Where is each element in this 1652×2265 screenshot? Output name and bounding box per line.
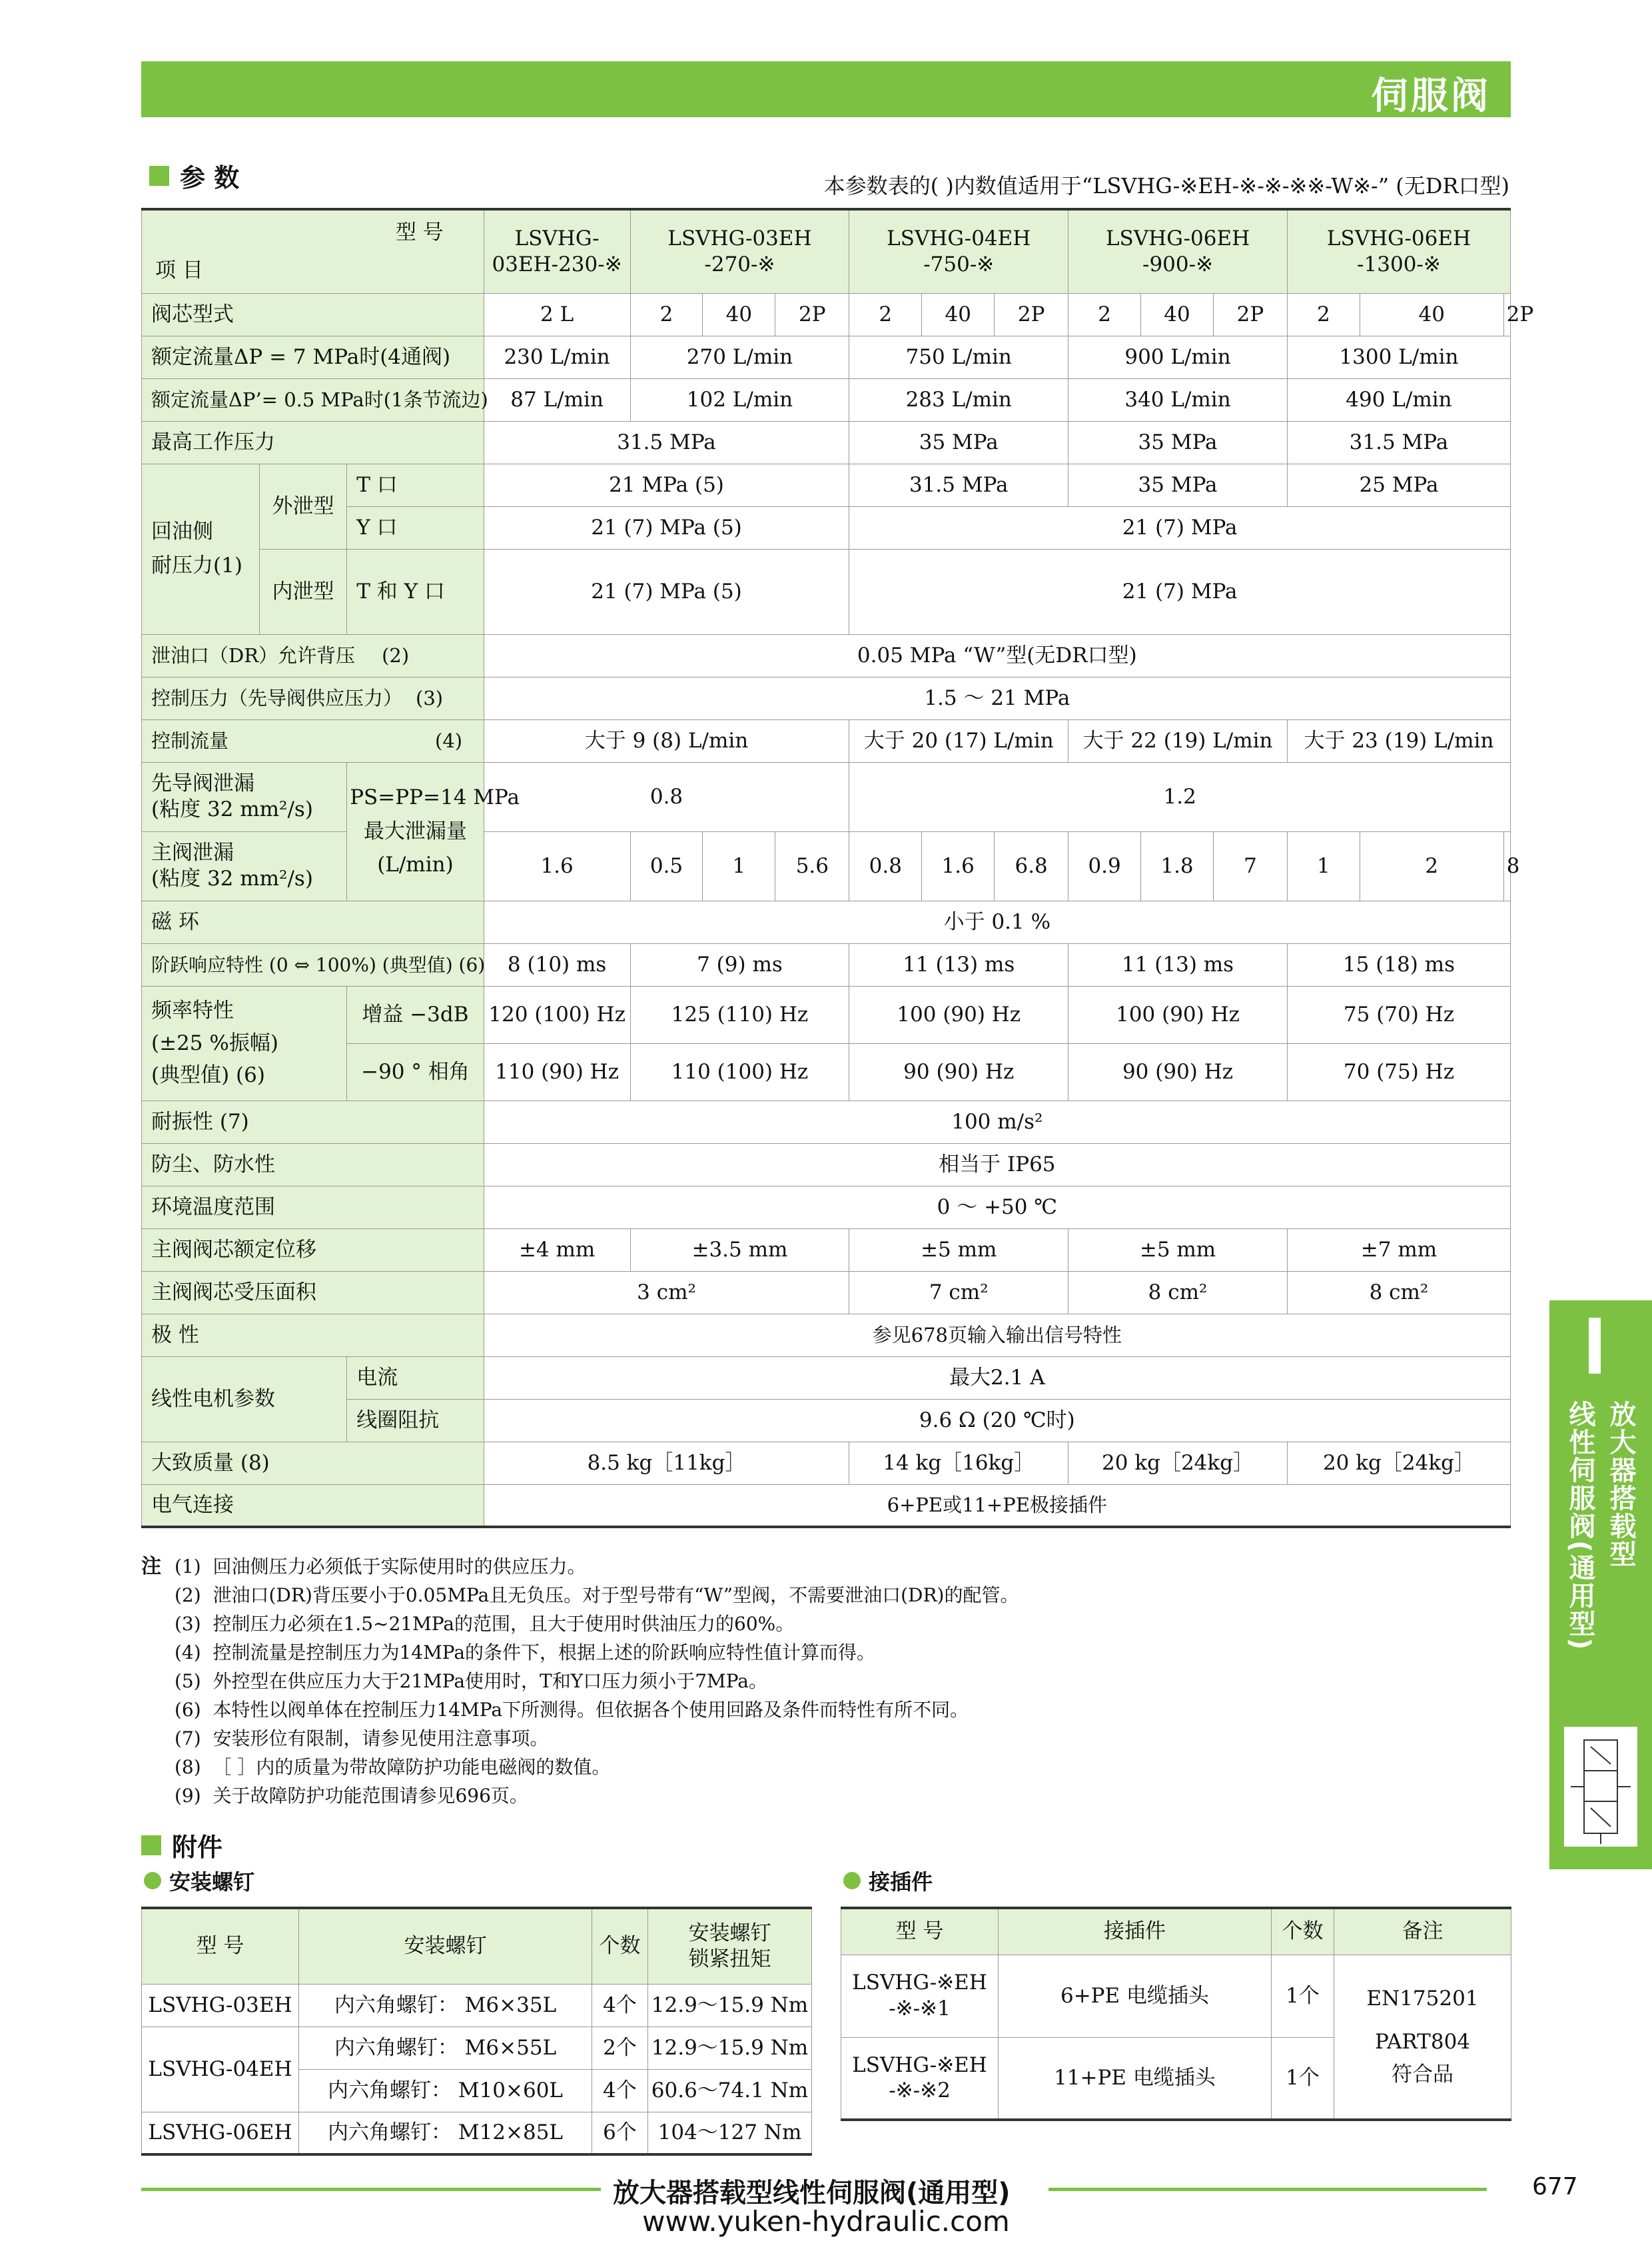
note-number: (9) xyxy=(175,1785,201,1807)
external-drain-label: 外泄型 xyxy=(259,464,347,549)
note-item xyxy=(141,1667,1019,1695)
row-control-pressure xyxy=(142,677,1511,719)
main-leak-value: 1.8 xyxy=(1141,831,1214,901)
row-freq-gain xyxy=(142,986,1511,1043)
ty-port-value: 21 (7) MPa (5) xyxy=(484,549,849,634)
spool-cell: 40 xyxy=(1360,293,1503,336)
conn-note-c: 符合品 xyxy=(1392,2062,1453,2086)
disp-value: ±4 mm xyxy=(484,1228,630,1271)
disp-label: 主阀阀芯额定位移 xyxy=(142,1228,484,1271)
t-port-value: 31.5 MPa xyxy=(849,464,1068,506)
bolt-header-torque xyxy=(648,1908,812,1984)
spool-cell: 2 xyxy=(1068,293,1141,336)
conn-note-b: PART804 xyxy=(1374,2029,1471,2054)
pilot-leak-label xyxy=(142,762,347,831)
gain-value: 125 (110) Hz xyxy=(630,986,849,1043)
temp-label: 环境温度范围 xyxy=(142,1186,484,1228)
vib-value: 100 m/s² xyxy=(484,1101,1510,1143)
gain-value: 75 (70) Hz xyxy=(1287,986,1510,1043)
row-motor-resistance xyxy=(142,1399,1511,1442)
pilot-leak-value: 0.8 xyxy=(484,762,849,831)
note-text: 本特性以阀单体在控制压力14MPa下所测得。但依据各个使用回路及条件而特性有所不同。 xyxy=(212,1699,969,1721)
conn-note xyxy=(1334,1955,1511,2120)
main-leak-value: 7 xyxy=(1213,831,1287,901)
row-return-t xyxy=(142,464,1511,506)
row-freq-phase xyxy=(142,1043,1511,1101)
area-value: 8 cm² xyxy=(1068,1271,1288,1314)
page-number: 677 xyxy=(1532,2173,1578,2200)
bolt-spec: 内六角螺钉： M6×35L xyxy=(299,1984,592,2027)
flow1-value: 283 L/min xyxy=(849,378,1068,421)
step-value: 8 (10) ms xyxy=(484,943,630,986)
note-item xyxy=(141,1695,1019,1724)
main-leak-value: 0.8 xyxy=(849,831,922,901)
note-text: 回油侧压力必须低于实际使用时的供应压力。 xyxy=(212,1556,586,1578)
bolt-spec: 内六角螺钉： M6×55L xyxy=(299,2027,592,2069)
spool-cell: 2P xyxy=(1213,293,1287,336)
note-item xyxy=(141,1753,1019,1781)
freq-label xyxy=(142,986,347,1101)
note-number: (7) xyxy=(175,1727,201,1749)
model-5-line2: -1300-※ xyxy=(1357,252,1441,276)
phase-value: 90 (90) Hz xyxy=(1068,1043,1288,1101)
row-drain xyxy=(142,634,1511,677)
note-text: 关于故障防护功能范围请参见696页。 xyxy=(212,1785,528,1807)
bolt-spec: 内六角螺钉： M10×60L xyxy=(299,2069,592,2112)
row-spool xyxy=(142,293,1511,336)
spool-cell: 2 xyxy=(849,293,922,336)
note-number: (5) xyxy=(175,1670,201,1692)
page-title: 伺服阀 xyxy=(1371,75,1491,118)
conn-header-conn: 接插件 xyxy=(999,1908,1272,1955)
footer-title: 放大器搭载型线性伺服阀(通用型) xyxy=(613,2178,1011,2208)
circle-bullet-icon xyxy=(144,1872,161,1889)
row-polarity xyxy=(142,1314,1511,1356)
main-leak-label-a: 主阀泄漏 xyxy=(151,841,234,865)
return-label xyxy=(142,464,260,634)
notes-label: 注 xyxy=(141,1555,161,1578)
pilot-leak-label-b: (粘度 32 mm²/s) xyxy=(151,797,313,821)
note-number: (3) xyxy=(175,1613,201,1635)
resistance-label: 线圈阻抗 xyxy=(347,1399,484,1442)
leak-condition-a: PS=PP=14 MPa xyxy=(350,785,520,809)
drain-value: 0.05 MPa “W”型(无DR口型) xyxy=(484,634,1510,677)
gain-value: 100 (90) Hz xyxy=(849,986,1068,1043)
ctrlf-label-cell xyxy=(142,719,484,762)
ty-port-label: T 和 Y 口 xyxy=(347,549,484,634)
side-tab-text xyxy=(1549,1400,1652,1651)
flow1-label: 额定流量ΔP’= 0.5 MPa时(1条节流边) xyxy=(142,378,484,421)
item-label: 项 目 xyxy=(155,258,203,282)
main-leak-label xyxy=(142,831,347,901)
vib-label: 耐振性 (7) xyxy=(142,1101,484,1143)
model-4-line1: LSVHG-06EH xyxy=(1105,226,1250,250)
spool-cell: 2P xyxy=(1503,293,1510,336)
note-number: (6) xyxy=(175,1699,201,1721)
ctrlf-value: 大于 23 (19) L/min xyxy=(1287,719,1510,762)
note-number: (8) xyxy=(175,1756,201,1778)
row-area xyxy=(142,1271,1511,1314)
conn-model xyxy=(841,2037,999,2120)
bolt-qty: 6个 xyxy=(592,2112,648,2154)
spool-cell: 40 xyxy=(1141,293,1214,336)
spool-label: 阀芯型式 xyxy=(142,293,484,336)
model-header-3 xyxy=(849,209,1068,293)
conn-model xyxy=(841,1955,999,2037)
row-pilot-leak xyxy=(142,762,1511,831)
gain-label: 增益 −3dB xyxy=(347,986,484,1043)
model-2-line2: -270-※ xyxy=(704,252,775,276)
y-port-value: 21 (7) MPa (5) xyxy=(484,506,849,549)
main-leak-value: 8 xyxy=(1503,831,1510,901)
disp-value: ±7 mm xyxy=(1287,1228,1510,1271)
model-3-line2: -750-※ xyxy=(923,252,995,276)
section-accessories-heading xyxy=(141,1827,222,1863)
note-item xyxy=(141,1724,1019,1753)
conn-qty: 1个 xyxy=(1272,2037,1334,2120)
main-leak-value: 1.6 xyxy=(484,831,630,901)
row-displacement xyxy=(142,1228,1511,1271)
note-text: 外控型在供应压力大于21MPa使用时，T和Y口压力须小于7MPa。 xyxy=(212,1670,767,1692)
table-row xyxy=(142,2112,812,2154)
note-text: ［ ］内的质量为带故障防护功能电磁阀的数值。 xyxy=(212,1756,611,1778)
phase-value: 90 (90) Hz xyxy=(849,1043,1068,1101)
conn-model-b: -※-※2 xyxy=(889,2078,951,2103)
main-leak-value: 1 xyxy=(1287,831,1360,901)
maxp-value: 35 MPa xyxy=(849,421,1068,464)
header-row xyxy=(142,209,1511,293)
t-port-value: 21 MPa (5) xyxy=(484,464,849,506)
bolt-header-model: 型 号 xyxy=(142,1908,299,1984)
conn-header-row xyxy=(841,1908,1511,1955)
temp-value: 0 ～ +50 ℃ xyxy=(484,1186,1510,1228)
bolt-header-row xyxy=(142,1908,812,1984)
footer-rule-right xyxy=(1048,2188,1487,2191)
footer-rule-left xyxy=(141,2188,601,2191)
spool-1: 2 L xyxy=(484,293,630,336)
section-params-heading xyxy=(149,157,239,194)
conn-model-a: LSVHG-※EH xyxy=(852,2052,987,2077)
model-3-line1: LSVHG-04EH xyxy=(887,226,1031,250)
row-max-pressure xyxy=(142,421,1511,464)
row-control-flow xyxy=(142,719,1511,762)
side-chapter-tab xyxy=(1549,1300,1652,1869)
row-electrical xyxy=(142,1484,1511,1527)
website-url: www.yuken-hydraulic.com xyxy=(642,2205,1010,2238)
mass-value: 20 kg［24kg］ xyxy=(1287,1442,1510,1484)
ctrlf-value: 大于 9 (8) L/min xyxy=(484,719,849,762)
disp-value: ±3.5 mm xyxy=(630,1228,849,1271)
leak-condition xyxy=(347,762,520,901)
step-value: 11 (13) ms xyxy=(849,943,1068,986)
note-item xyxy=(141,1781,1019,1810)
conn-note-a: EN175201 xyxy=(1366,1987,1479,2011)
maxp-label: 最高工作压力 xyxy=(142,421,484,464)
flow4-value: 230 L/min xyxy=(484,336,630,378)
bolt-table xyxy=(141,1907,812,2156)
freq-label-b: (±25 %振幅) xyxy=(151,1031,278,1055)
maxp-value: 35 MPa xyxy=(1068,421,1288,464)
ctrlp-value: 1.5 ～ 21 MPa xyxy=(484,677,1510,719)
hyst-label: 磁 环 xyxy=(142,901,484,943)
ctrlp-label: 控制压力（先导阀供应压力） xyxy=(151,686,403,709)
step-value: 7 (9) ms xyxy=(630,943,849,986)
bolt-header-torque-a: 安装螺钉 xyxy=(688,1921,771,1945)
drain-label: 泄油口（DR）允许背压 xyxy=(151,644,356,667)
square-bullet-icon xyxy=(141,1835,161,1855)
leak-condition-b: 最大泄漏量 xyxy=(363,819,467,843)
sub-conn-label: 接插件 xyxy=(869,1869,933,1895)
bolt-qty: 2个 xyxy=(592,2027,648,2069)
side-tab-col1: 放大器搭载型 xyxy=(1605,1400,1636,1568)
area-value: 7 cm² xyxy=(849,1271,1068,1314)
dust-label: 防尘、防水性 xyxy=(142,1143,484,1186)
conn-header-model: 型 号 xyxy=(841,1908,999,1955)
bolt-qty: 4个 xyxy=(592,2069,648,2112)
resistance-value: 9.6 Ω (20 ℃时) xyxy=(484,1399,1510,1442)
bolt-spec: 内六角螺钉： M12×85L xyxy=(299,2112,592,2154)
area-value: 8 cm² xyxy=(1287,1271,1510,1314)
drain-label-cell xyxy=(142,634,484,677)
step-value: 11 (13) ms xyxy=(1068,943,1288,986)
ctrlf-note: (4) xyxy=(435,729,463,752)
pol-label: 极 性 xyxy=(142,1314,484,1356)
mass-value: 20 kg［24kg］ xyxy=(1068,1442,1288,1484)
bolt-header-qty: 个数 xyxy=(592,1908,648,1984)
spool-cell: 2 xyxy=(1287,293,1360,336)
hyst-value: 小于 0.1 % xyxy=(484,901,1510,943)
main-leak-value: 1 xyxy=(703,831,775,901)
flow4-value: 900 L/min xyxy=(1068,336,1288,378)
current-label: 电流 xyxy=(347,1356,484,1399)
note-text: 控制压力必须在1.5~21MPa的范围，且大于使用时供油压力的60%。 xyxy=(212,1613,795,1635)
note-item xyxy=(141,1552,1019,1581)
mass-value: 14 kg［16kg］ xyxy=(849,1442,1068,1484)
spool-cell: 40 xyxy=(703,293,775,336)
ctrlp-label-cell xyxy=(142,677,484,719)
main-leak-label-b: (粘度 32 mm²/s) xyxy=(151,867,313,891)
bolt-model: LSVHG-04EH xyxy=(142,2027,299,2112)
flow4-value: 750 L/min xyxy=(849,336,1068,378)
model-header-2 xyxy=(630,209,849,293)
spool-cell: 2P xyxy=(775,293,849,336)
phase-value: 110 (90) Hz xyxy=(484,1043,630,1101)
main-leak-value: 6.8 xyxy=(995,831,1068,901)
row-return-ty xyxy=(142,549,1511,634)
t-port-value: 25 MPa xyxy=(1287,464,1510,506)
flow4-value: 270 L/min xyxy=(630,336,849,378)
disp-value: ±5 mm xyxy=(1068,1228,1288,1271)
row-flow-4way xyxy=(142,336,1511,378)
freq-label-a: 频率特性 xyxy=(151,998,234,1023)
y-port-label: Y 口 xyxy=(347,506,484,549)
ty-port-value: 21 (7) MPa xyxy=(849,549,1511,634)
header-corner xyxy=(142,209,484,293)
flow1-value: 490 L/min xyxy=(1287,378,1510,421)
conn-model-a: LSVHG-※EH xyxy=(852,1971,987,1995)
pol-value: 参见678页输入输出信号特性 xyxy=(484,1314,1510,1356)
section-acc-label: 附件 xyxy=(172,1833,223,1862)
model-header-1 xyxy=(484,209,630,293)
conn-type: 6+PE 电缆插头 xyxy=(999,1955,1272,2037)
ctrlf-value: 大于 20 (17) L/min xyxy=(849,719,1068,762)
flow1-value: 102 L/min xyxy=(630,378,849,421)
model-1-line2: 03EH-230-※ xyxy=(492,252,622,276)
step-value: 15 (18) ms xyxy=(1287,943,1510,986)
internal-drain-label: 内泄型 xyxy=(259,549,347,634)
chapter-marker-bar xyxy=(1589,1318,1601,1374)
valve-symbol-icon xyxy=(1564,1727,1637,1847)
phase-value: 70 (75) Hz xyxy=(1287,1043,1510,1101)
note-text: 控制流量是控制压力为14MPa的条件下，根据上述的阶跃响应特性值计算而得。 xyxy=(212,1641,876,1663)
notes-block xyxy=(141,1552,1019,1810)
bolt-header-torque-b: 锁紧扭矩 xyxy=(688,1947,771,1971)
conn-type: 11+PE 电缆插头 xyxy=(999,2037,1272,2120)
subsection-bolts-heading xyxy=(144,1865,254,1896)
note-text: 安装形位有限制，请参见使用注意事项。 xyxy=(212,1727,549,1749)
subsection-connector-heading xyxy=(843,1865,933,1896)
t-port-label: T 口 xyxy=(347,464,484,506)
title-banner xyxy=(141,61,1511,117)
scope-note: 本参数表的( )内数值适用于“LSVHG-※EH-※-※-※※-W※-” (无DR口型) xyxy=(823,173,1509,199)
return-label-a: 回油侧 xyxy=(151,520,213,544)
note-item xyxy=(141,1581,1019,1609)
motor-label: 线性电机参数 xyxy=(142,1356,347,1442)
row-vibration xyxy=(142,1101,1511,1143)
elec-label: 电气连接 xyxy=(142,1484,484,1527)
model-1-line1: LSVHG- xyxy=(514,226,600,250)
mass-value: 8.5 kg［11kg］ xyxy=(484,1442,849,1484)
area-value: 3 cm² xyxy=(484,1271,849,1314)
flow1-value: 340 L/min xyxy=(1068,378,1288,421)
bolt-model: LSVHG-06EH xyxy=(142,2112,299,2154)
y-port-value: 21 (7) MPa xyxy=(849,506,1511,549)
ctrlf-label: 控制流量 xyxy=(151,729,229,752)
pilot-leak-label-a: 先导阀泄漏 xyxy=(151,771,254,796)
bolt-model: LSVHG-03EH xyxy=(142,1984,299,2027)
main-leak-value: 0.5 xyxy=(630,831,703,901)
table-row xyxy=(142,1984,812,2027)
bolt-torque: 104～127 Nm xyxy=(648,2112,812,2154)
freq-label-c: (典型值) (6) xyxy=(151,1063,265,1088)
model-4-line2: -900-※ xyxy=(1142,252,1214,276)
note-text: 泄油口(DR)背压要小于0.05MPa且无负压。对于型号带有“W”型阀，不需要泄油口(DR)的配管。 xyxy=(212,1584,1019,1606)
leak-condition-c: (L/min) xyxy=(377,853,454,877)
sub-bolt-label: 安装螺钉 xyxy=(169,1869,255,1895)
drain-note: (2) xyxy=(382,644,410,667)
spool-cell: 2P xyxy=(995,293,1068,336)
bolt-torque: 12.9～15.9 Nm xyxy=(648,1984,812,2027)
bolt-torque: 60.6～74.1 Nm xyxy=(648,2069,812,2112)
model-5-line1: LSVHG-06EH xyxy=(1326,226,1471,250)
pilot-leak-value: 1.2 xyxy=(849,762,1511,831)
note-item xyxy=(141,1609,1019,1638)
flow4-value: 1300 L/min xyxy=(1287,336,1510,378)
parameter-table xyxy=(141,208,1534,1528)
bolt-header-bolt: 安装螺钉 xyxy=(299,1908,592,1984)
note-number: (2) xyxy=(175,1584,201,1606)
row-motor-current xyxy=(142,1356,1511,1399)
main-leak-value: 0.9 xyxy=(1068,831,1141,901)
row-return-y xyxy=(142,506,1511,549)
main-leak-value: 2 xyxy=(1360,831,1503,901)
conn-model-b: -※-※1 xyxy=(889,1997,951,2021)
maxp-value: 31.5 MPa xyxy=(1287,421,1510,464)
table-row xyxy=(142,2027,812,2069)
square-bullet-icon xyxy=(149,166,169,186)
ctrlf-value: 大于 22 (19) L/min xyxy=(1068,719,1288,762)
gain-value: 100 (90) Hz xyxy=(1068,986,1288,1043)
section-params-label: 参 数 xyxy=(180,163,240,193)
model-label: 型 号 xyxy=(395,221,444,244)
phase-label: −90 ° 相角 xyxy=(347,1043,484,1101)
return-label-b: 耐压力(1) xyxy=(151,554,242,578)
note-item xyxy=(141,1638,1019,1667)
note-number: (4) xyxy=(175,1641,201,1663)
current-value: 最大2.1 A xyxy=(484,1356,1510,1399)
spool-cell: 2 xyxy=(630,293,703,336)
ctrlp-note: (3) xyxy=(416,686,444,709)
row-dust xyxy=(142,1143,1511,1186)
flow4-label: 额定流量ΔP = 7 MPa时(4通阀) xyxy=(142,336,484,378)
model-header-4 xyxy=(1068,209,1288,293)
model-2-line1: LSVHG-03EH xyxy=(667,226,812,250)
conn-header-note: 备注 xyxy=(1334,1908,1511,1955)
main-leak-value: 1.6 xyxy=(922,831,995,901)
gain-value: 120 (100) Hz xyxy=(484,986,630,1043)
mass-label: 大致质量 (8) xyxy=(142,1442,484,1484)
disp-value: ±5 mm xyxy=(849,1228,1068,1271)
conn-header-qty: 个数 xyxy=(1272,1908,1334,1955)
connector-table xyxy=(841,1907,1511,2121)
flow1-value: 87 L/min xyxy=(484,378,630,421)
row-mass xyxy=(142,1442,1511,1484)
note-number: (1) xyxy=(175,1556,201,1578)
conn-qty: 1个 xyxy=(1272,1955,1334,2037)
side-tab-col2: 线性伺服阀(通用型) xyxy=(1565,1400,1595,1651)
main-leak-value: 5.6 xyxy=(775,831,849,901)
area-label: 主阀阀芯受压面积 xyxy=(142,1271,484,1314)
spool-cell: 40 xyxy=(922,293,995,336)
table-row xyxy=(841,1955,1511,2037)
model-header-5 xyxy=(1287,209,1510,293)
dust-value: 相当于 IP65 xyxy=(484,1143,1510,1186)
phase-value: 110 (100) Hz xyxy=(630,1043,849,1101)
bolt-torque: 12.9～15.9 Nm xyxy=(648,2027,812,2069)
bolt-qty: 4个 xyxy=(592,1984,648,2027)
t-port-value: 35 MPa xyxy=(1068,464,1288,506)
row-step-response xyxy=(142,943,1511,986)
circle-bullet-icon xyxy=(843,1872,861,1889)
step-label: 阶跃响应特性 (0 ⇔ 100%) (典型值) (6) xyxy=(142,943,484,986)
row-temperature xyxy=(142,1186,1511,1228)
elec-value: 6+PE或11+PE极接插件 xyxy=(484,1484,1510,1527)
row-hysteresis xyxy=(142,901,1511,943)
maxp-value: 31.5 MPa xyxy=(484,421,849,464)
row-flow-1edge xyxy=(142,378,1511,421)
